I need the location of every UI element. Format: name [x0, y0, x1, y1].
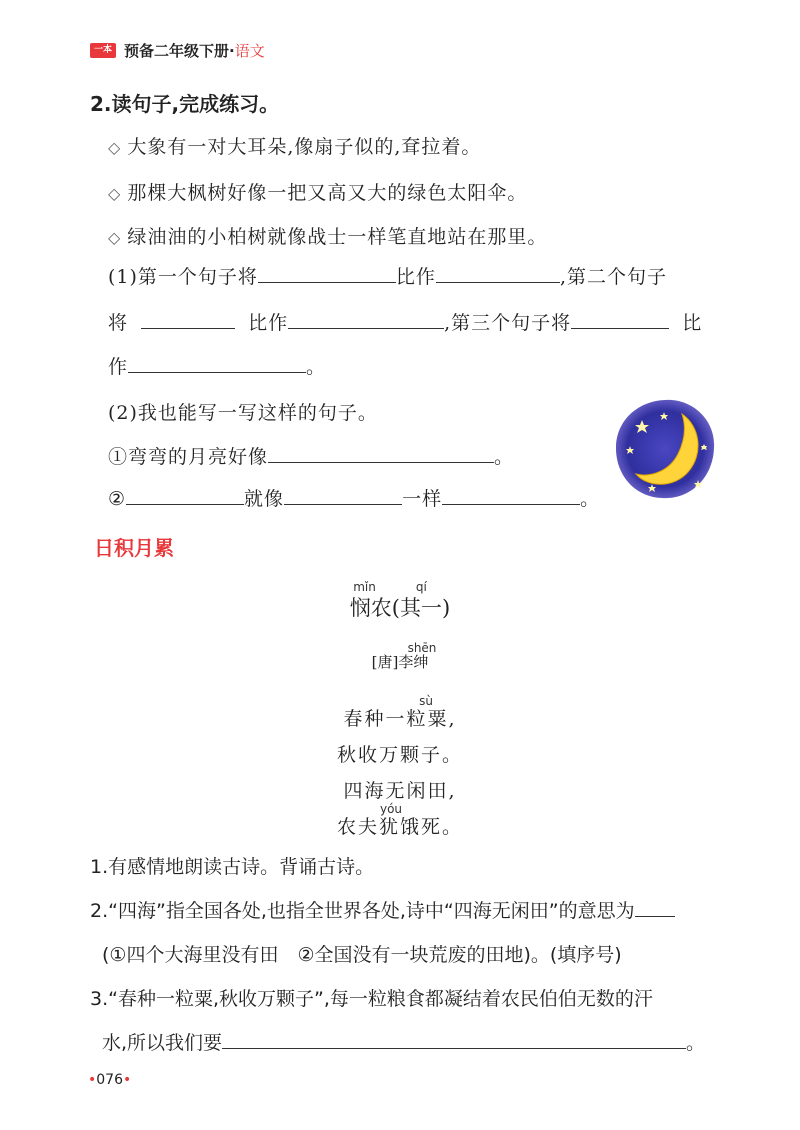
answer-blank[interactable] [284, 484, 402, 505]
pinyin: shēn [407, 641, 437, 655]
pinyin: mǐn [353, 580, 376, 594]
answer-blank[interactable] [288, 308, 444, 329]
sentence-text: 那棵大枫树好像一把又高又大的绿色太阳伞。 [127, 182, 528, 204]
poem-line-2: 秋收万颗子。 [336, 744, 463, 766]
part-1-text: 比作 [248, 312, 289, 334]
answer-blank[interactable] [571, 308, 669, 329]
poem-line-3: 四海无闲田, [343, 780, 457, 802]
pinyin: sù [419, 694, 433, 708]
header-separator: · [229, 42, 235, 60]
question-text: 。 [686, 1032, 706, 1054]
answer-blank[interactable] [268, 442, 494, 463]
question-text: 2.“四海”指全国各处,也指全世界各处,诗中“四海无闲田”的意思为 [90, 900, 635, 922]
part-1-text: 将 [108, 312, 129, 334]
page-number [88, 1072, 131, 1088]
answer-blank[interactable] [128, 352, 306, 373]
page-number-text: 076 [96, 1072, 123, 1088]
question-3-line-1: 3.“春种一粒粟,秋收万颗子”,每一粒粮食都凝结着农民伯伯无数的汗 [90, 988, 653, 1010]
question-text: 水,所以我们要 [102, 1032, 223, 1054]
publisher-logo: 一本 [90, 43, 116, 58]
part-1-text: (1)第一个句子将 [108, 266, 258, 288]
part-2-text: 就像 [244, 488, 285, 510]
question-1: 1.有感情地朗读古诗。背诵古诗。 [90, 856, 375, 878]
part-1-text: 。 [306, 356, 327, 378]
pinyin: yóu [379, 802, 403, 816]
answer-blank[interactable] [635, 896, 675, 917]
poem-title: 悯农(其一) [349, 596, 451, 620]
poem-author: [唐]李绅 [371, 653, 429, 671]
bullet-icon: ◇ [108, 138, 122, 157]
bullet-icon: ◇ [108, 228, 122, 247]
answer-blank[interactable] [222, 1028, 686, 1049]
poem-line-4: 农夫犹饿死。 [336, 816, 463, 838]
part-1-text: ,第三个句子将 [444, 312, 572, 334]
part-1-line-1 [108, 262, 667, 289]
answer-blank[interactable] [258, 262, 396, 283]
part-1-text: 比 [682, 312, 703, 334]
section-title: 日积月累 [94, 536, 174, 560]
sentence-2 [108, 178, 527, 205]
answer-blank[interactable] [126, 484, 244, 505]
part-1-text: 比作 [395, 266, 436, 288]
bullet-icon: ◇ [108, 184, 122, 203]
sentence-text: 绿油油的小柏树就像战士一样笔直地站在那里。 [127, 226, 548, 248]
part-2-text: 一样 [402, 488, 443, 510]
answer-blank[interactable] [436, 262, 560, 283]
question-2-title: 2.读句子,完成练习。 [90, 92, 280, 116]
answer-blank[interactable] [141, 308, 235, 329]
part-2-text: ①弯弯的月亮好像 [108, 446, 269, 468]
book-title: 预备二年级下册 [124, 42, 230, 60]
part-2-line-2 [108, 484, 600, 511]
part-1-text: ,第二个句子 [559, 266, 667, 288]
sentence-3 [108, 222, 547, 249]
part-2-text: 。 [494, 446, 515, 468]
question-3-line-2 [102, 1028, 705, 1055]
pinyin: qí [415, 580, 427, 594]
subject-label: 语文 [234, 42, 265, 60]
part-1-line-2 [108, 308, 702, 335]
sentence-text: 大象有一对大耳朵,像扇子似的,耷拉着。 [127, 136, 482, 158]
question-2-line-2: (①四个大海里没有田 ②全国没有一块荒废的田地)。(填序号) [102, 944, 622, 966]
part-2-text: 。 [580, 488, 601, 510]
dot-icon: • [88, 1072, 97, 1088]
crescent-moon-icon [612, 396, 718, 502]
part-1-line-3 [108, 352, 326, 379]
answer-blank[interactable] [442, 484, 580, 505]
dot-icon: • [123, 1072, 132, 1088]
part-1-text: 作 [108, 356, 129, 378]
poem-line-1: 春种一粒粟, [343, 708, 457, 730]
sentence-1 [108, 132, 481, 159]
part-2-line-1 [108, 442, 514, 469]
page-header [124, 40, 265, 61]
question-2-line-1 [90, 896, 675, 923]
part-2-title: (2)我也能写一写这样的句子。 [108, 402, 378, 424]
part-2-text: ② [108, 488, 127, 510]
